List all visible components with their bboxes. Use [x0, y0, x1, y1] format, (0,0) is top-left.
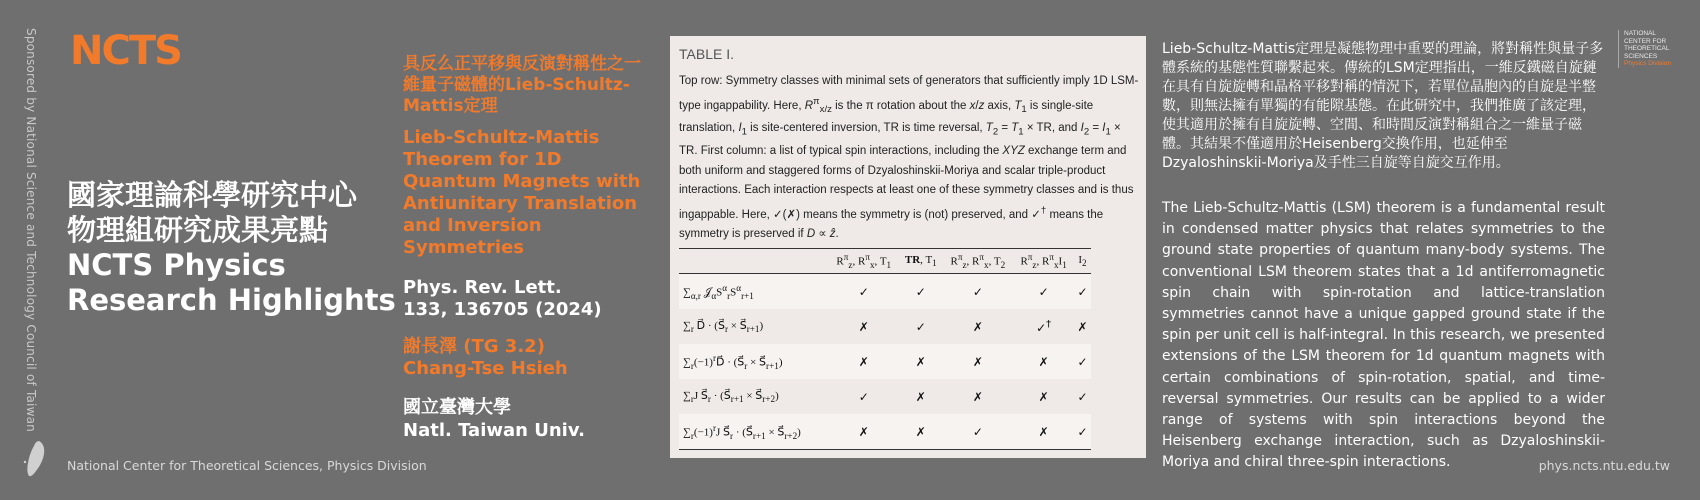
small-logo-line3: THEORETICAL: [1624, 45, 1670, 53]
ncts-logo-mark: [70, 32, 198, 68]
small-logo-line4: SCIENCES: [1624, 52, 1658, 60]
symmetry-mark: ✓: [942, 414, 1013, 450]
table-caption: Top row: Symmetry classes with minimal sets of generators that sufficiently imply 1D LSM-type ingappability. Here, $R^\pi_{x/z}$ is the π rotation about the x/z axis, $T_1$ is single-site translation, $I_1$ is site-centered inversion, TR is time reversal, $T_2 = T_1$ × TR, and $I_2 = I_1$ × TR. First column: a list of typical spin interactions, including the XYZ exchange term and both uniform and staggered forms of Dzyaloshinskii-Moriya and scalar triple-product interactions. Each interaction respects at least one of these symmetry classes and is thus ingappable. Here, ✓(✗) means the symmetry is (not) preserved, and ✓† means the symmetry is preserved if D ∝ ẑ.: [679, 75, 1139, 241]
symmetry-mark: ✓: [1074, 344, 1091, 379]
small-logo-line2: CENTER FOR: [1624, 37, 1667, 45]
table-header-3: $R^\pi_z$, $R^\pi_x$, $T_2$: [942, 249, 1013, 274]
ncts-logo: [70, 32, 198, 72]
paper-title-en: Lieb-Schultz-Mattis Theorem for 1D Quantum Magnets with Antiunitary Translation and Inversion Symmetries: [403, 127, 641, 258]
small-logo-line1: NATIONAL: [1624, 30, 1657, 37]
journal-reference: [403, 277, 653, 321]
journal-name: Phys. Rev. Lett.: [403, 277, 562, 298]
journal-volume: 133, 136705 (2024): [403, 299, 602, 320]
symmetry-mark: ✓: [899, 274, 942, 310]
ncts-small-logo: [1618, 30, 1696, 68]
table-header-row: [679, 249, 1091, 274]
sponsor-text: Sponsored by National Science and Technology Council of Taiwan: [24, 28, 38, 432]
table-row: [679, 379, 1091, 414]
table-row: [679, 274, 1091, 310]
interaction-term: $\sum_r$ D⃗ · ($S⃗_r$ × $S⃗_{r+1}$): [683, 319, 764, 335]
author-zh: 謝長澤 (TG 3.2): [403, 336, 545, 357]
paper-title-zh: 具反么正平移與反演對稱性之一維量子磁體的Lieb-Schultz-Mattis定理: [403, 54, 641, 116]
table-row: [679, 414, 1091, 450]
table-title: TABLE I.: [679, 46, 734, 62]
hero-zh-line1: 國家理論科學研究中心: [67, 178, 358, 212]
symmetry-mark: ✗: [972, 389, 983, 404]
summary-en: The Lieb-Schultz-Mattis (LSM) theorem is a fundamental result in condensed matter physics that relates symmetries to the ground state properties of quantum many-body systems. The conventional LSM theorem states that a 1d antiferromagnetic spin chain with spin-rotation and lattice-translation symmetries cannot have a unique gapped ground state if the spin per unit cell is half-integral. In this research, we presented extensions of the LSM theorem for 1d quantum magnets with certain combinations of spin-rotation, spatial, and time-reversal symmetries. Our results can be applied to a wider range of systems with spin interactions beyond the Heisenberg exchange interaction, such as Dzyaloshinskii-Moriya and chiral three-spin interactions.: [1162, 200, 1605, 471]
symmetry-mark: ✓: [942, 274, 1013, 310]
symmetry-mark: ✗: [915, 389, 926, 404]
symmetry-mark: ✗: [1077, 319, 1088, 334]
symmetry-mark: ✗: [828, 344, 899, 379]
hero-en-line1: NCTS Physics: [67, 248, 286, 282]
footer-url[interactable]: phys.ncts.ntu.edu.tw: [1538, 458, 1670, 473]
table-header-1: $R^\pi_z$, $R^\pi_x$, $T_1$: [828, 249, 899, 274]
hero-zh-line2: 物理組研究成果亮點: [67, 213, 329, 247]
institution: [403, 396, 653, 442]
table-header-0: [679, 249, 828, 274]
hero-en-line2: Research Highlights: [67, 283, 396, 317]
symmetry-mark: ✗: [972, 319, 983, 334]
symmetry-mark: ✗: [899, 344, 942, 379]
symmetry-mark: ✓: [858, 389, 869, 404]
symmetry-mark: ✗: [858, 319, 869, 334]
table-figure: [670, 36, 1146, 458]
interaction-term: $\sum_r(-1)^rJ$ $S⃗_r$ · ($S⃗_{r+1}$ × $S⃗_{r+2}$): [679, 414, 828, 450]
table-header-5: $I_2$: [1074, 249, 1091, 274]
hero-title: [67, 178, 402, 318]
author: [403, 336, 653, 380]
interaction-term: $\sum_{\alpha,r}$ $𝒥_\alpha S^\alpha_rS^\alpha_{r+1}$: [679, 274, 828, 310]
symmetry-mark: ✓†: [1036, 318, 1052, 335]
symmetry-mark: ✗: [899, 414, 942, 450]
symmetry-mark: ✗: [1038, 389, 1049, 404]
logo-text: NCTS: [70, 32, 181, 68]
interaction-term: $\sum_r(-1)^rD⃗$ · ($S⃗_r$ × $S⃗_{r+1}$): [679, 344, 828, 379]
taiwan-map-icon: [22, 440, 48, 478]
symmetry-mark: ✓: [1074, 414, 1091, 450]
small-logo-line5: Physics Division: [1624, 60, 1671, 68]
sponsor-note: [22, 28, 42, 432]
symmetry-table: [679, 248, 1091, 450]
summary-zh: Lieb-Schultz-Mattis定理是凝態物理中重要的理論，將對稱性與量子多體系統的基態性質聯繫起來。傳統的LSM定理指出，一維反鐵磁自旋鏈在具有自旋旋轉和晶格平移對稱的情況下，若單位晶胞內的自旋是半整數，則無法擁有單獨的有能隙基態。在此研究中，我們推廣了該定理，使其適用於擁有自旋旋轉、空間、和時間反演對稱組合之一維量子磁體。其結果不僅適用於Heisenberg交換作用，也延伸至Dzyaloshinskii-Moriya及手性三自旋等自旋交互作用。: [1162, 41, 1604, 171]
footer-organization: National Center for Theoretical Sciences, Physics Division: [67, 458, 427, 473]
institution-en: Natl. Taiwan Univ.: [403, 420, 585, 441]
symmetry-mark: ✗: [1013, 414, 1074, 450]
author-en: Chang-Tse Hsieh: [403, 358, 568, 379]
table-row: [679, 309, 1091, 344]
symmetry-mark: ✓: [1077, 389, 1088, 404]
symmetry-mark: ✓: [828, 274, 899, 310]
table-header-4: $R^\pi_z$, $R^\pi_xI_1$: [1013, 249, 1074, 274]
symmetry-mark: ✓: [915, 319, 926, 334]
paper-info: [403, 54, 653, 442]
symmetry-mark: ✗: [1013, 344, 1074, 379]
institution-zh: 國立臺灣大學: [403, 397, 511, 418]
table-header-2: TR, $T_1$: [899, 249, 942, 274]
symmetry-mark: ✗: [942, 344, 1013, 379]
symmetry-mark: ✗: [828, 414, 899, 450]
table-row: [679, 344, 1091, 379]
interaction-term: $\sum_rJ$ $S⃗_r$ · ($S⃗_{r+1}$ × $S⃗_{r+2}$): [683, 389, 779, 405]
symmetry-mark: ✓: [1074, 274, 1091, 310]
symmetry-mark: ✓: [1013, 274, 1074, 310]
